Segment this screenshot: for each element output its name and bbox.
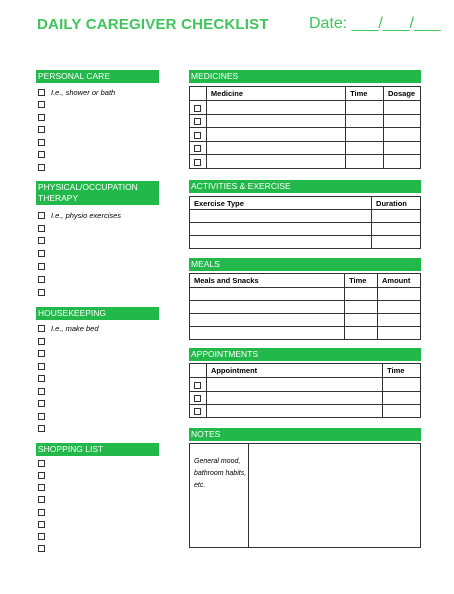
housekeeping-checkbox-1[interactable] bbox=[38, 325, 45, 332]
housekeeping-header: HOUSEKEEPING bbox=[36, 307, 159, 320]
appointment-checkbox[interactable] bbox=[194, 395, 201, 402]
housekeeping-hint: I.e., make bed bbox=[51, 324, 99, 333]
meals-header: MEALS bbox=[189, 258, 421, 271]
table-row bbox=[190, 142, 421, 155]
appointment-checkbox[interactable] bbox=[194, 382, 201, 389]
date-field: Date: ___/___/___ bbox=[309, 15, 441, 32]
shopping-checkbox-8[interactable] bbox=[38, 545, 45, 552]
therapy-checkbox-6[interactable] bbox=[38, 276, 45, 283]
appointments-table bbox=[189, 363, 421, 418]
meals-table bbox=[189, 273, 421, 340]
personal-care-checkbox-7[interactable] bbox=[38, 164, 45, 171]
shopping-checkbox-2[interactable] bbox=[38, 472, 45, 479]
therapy-checkbox-2[interactable] bbox=[38, 225, 45, 232]
personal-care-checkbox-2[interactable] bbox=[38, 101, 45, 108]
table-row bbox=[190, 236, 421, 249]
table-row bbox=[190, 301, 421, 314]
therapy-checkbox-7[interactable] bbox=[38, 289, 45, 296]
shopping-checkbox-6[interactable] bbox=[38, 521, 45, 528]
personal-care-header: PERSONAL CARE bbox=[36, 70, 159, 83]
activities-col-duration: Duration bbox=[372, 197, 421, 210]
therapy-header: PHYSICAL/OCCUPATION THERAPY bbox=[36, 181, 159, 205]
appointments-header: APPOINTMENTS bbox=[189, 348, 421, 361]
therapy-checkbox-3[interactable] bbox=[38, 237, 45, 244]
medicine-checkbox[interactable] bbox=[194, 159, 201, 166]
housekeeping-checkbox-8[interactable] bbox=[38, 413, 45, 420]
housekeeping-checkbox-6[interactable] bbox=[38, 388, 45, 395]
medicines-col-time: Time bbox=[346, 87, 384, 101]
personal-care-checkbox-5[interactable] bbox=[38, 139, 45, 146]
medicines-blank-header bbox=[190, 87, 207, 101]
therapy-hint: I.e., physio exercises bbox=[51, 211, 122, 220]
medicines-col-dosage: Dosage bbox=[383, 87, 420, 101]
appointments-col-appointment: Appointment bbox=[206, 364, 382, 378]
medicines-header: MEDICINES bbox=[189, 70, 421, 83]
personal-care-checkbox-4[interactable] bbox=[38, 126, 45, 133]
activities-col-type: Exercise Type bbox=[190, 197, 372, 210]
therapy-checkbox-1[interactable] bbox=[38, 212, 45, 219]
medicine-checkbox[interactable] bbox=[194, 132, 201, 139]
notes-box[interactable] bbox=[189, 443, 421, 548]
meals-col-amount: Amount bbox=[378, 274, 421, 288]
notes-hint: General mood, bathroom habits, etc. bbox=[194, 458, 247, 489]
table-row bbox=[190, 223, 421, 236]
shopping-checkbox-3[interactable] bbox=[38, 484, 45, 491]
housekeeping-checkbox-7[interactable] bbox=[38, 400, 45, 407]
activities-table bbox=[189, 196, 421, 249]
housekeeping-checkbox-3[interactable] bbox=[38, 350, 45, 357]
table-row bbox=[190, 327, 421, 340]
appointments-blank-header bbox=[190, 364, 207, 378]
housekeeping-checkbox-2[interactable] bbox=[38, 338, 45, 345]
table-row bbox=[190, 210, 421, 223]
table-row bbox=[190, 128, 421, 142]
personal-care-hint: I.e., shower or bath bbox=[51, 88, 116, 97]
housekeeping-checkbox-5[interactable] bbox=[38, 375, 45, 382]
therapy-checkbox-4[interactable] bbox=[38, 250, 45, 257]
medicine-checkbox[interactable] bbox=[194, 118, 201, 125]
housekeeping-checkbox-4[interactable] bbox=[38, 363, 45, 370]
therapy-checkbox-5[interactable] bbox=[38, 263, 45, 270]
notes-header: NOTES bbox=[189, 428, 421, 441]
shopping-checkbox-7[interactable] bbox=[38, 533, 45, 540]
shopping-list-header: SHOPPING LIST bbox=[36, 443, 159, 456]
table-row bbox=[190, 392, 421, 405]
table-row bbox=[190, 115, 421, 128]
table-row bbox=[190, 101, 421, 115]
medicine-checkbox[interactable] bbox=[194, 145, 201, 152]
table-row bbox=[190, 155, 421, 169]
table-row bbox=[190, 378, 421, 392]
table-row bbox=[190, 405, 421, 418]
personal-care-checkbox-3[interactable] bbox=[38, 114, 45, 121]
meals-col-meals: Meals and Snacks bbox=[190, 274, 345, 288]
table-row bbox=[190, 288, 421, 301]
personal-care-checkbox-6[interactable] bbox=[38, 151, 45, 158]
meals-col-time: Time bbox=[345, 274, 378, 288]
notes-label-column bbox=[190, 444, 249, 547]
shopping-checkbox-1[interactable] bbox=[38, 460, 45, 467]
table-row bbox=[190, 314, 421, 327]
activities-header: ACTIVITIES & EXERCISE bbox=[189, 180, 421, 193]
medicines-col-medicine: Medicine bbox=[206, 87, 345, 101]
medicines-table bbox=[189, 86, 421, 169]
personal-care-checkbox-1[interactable] bbox=[38, 89, 45, 96]
shopping-checkbox-4[interactable] bbox=[38, 496, 45, 503]
housekeeping-checkbox-9[interactable] bbox=[38, 425, 45, 432]
appointments-col-time: Time bbox=[383, 364, 421, 378]
shopping-checkbox-5[interactable] bbox=[38, 509, 45, 516]
medicine-checkbox[interactable] bbox=[194, 105, 201, 112]
appointment-checkbox[interactable] bbox=[194, 408, 201, 415]
page-title: DAILY CAREGIVER CHECKLIST bbox=[37, 16, 269, 33]
